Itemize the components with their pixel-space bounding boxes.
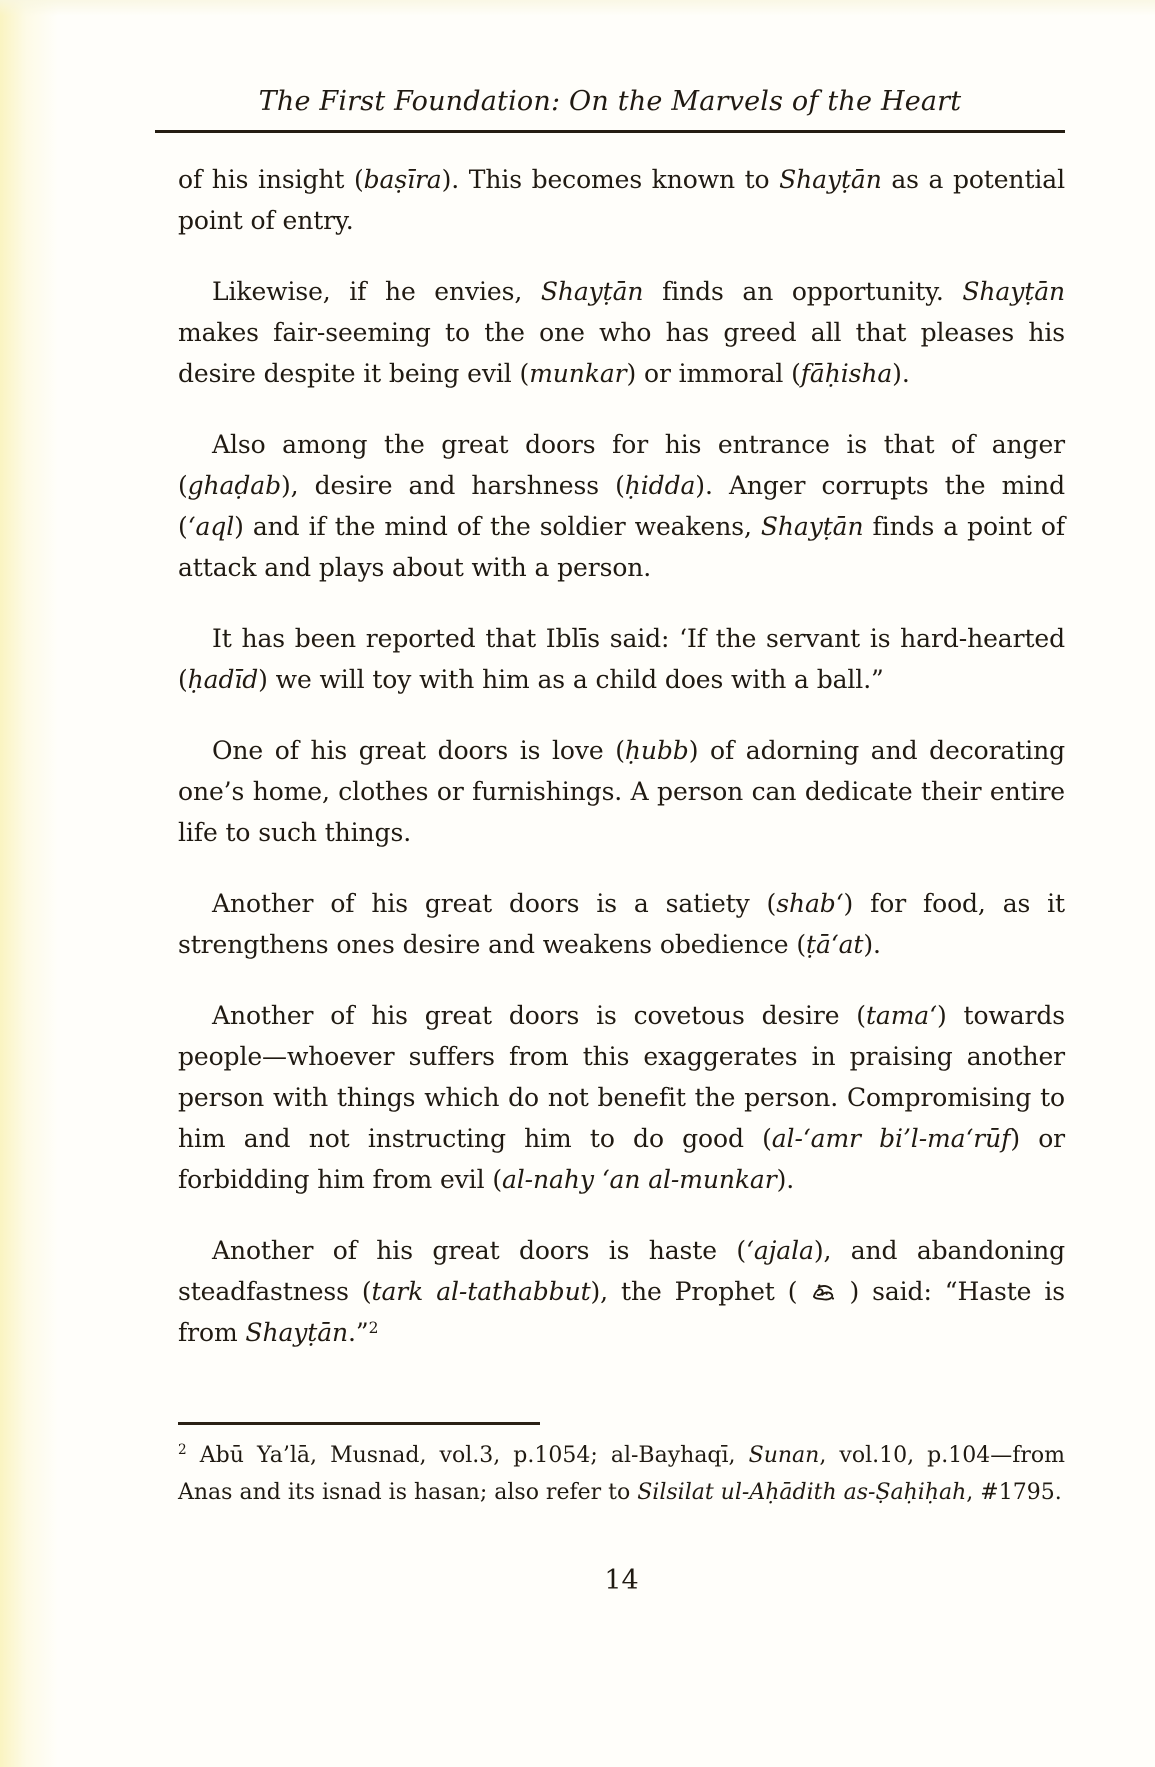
paragraph: Another of his great doors is haste (‘ajala), and abandoning steadfastness (tark al-tathabbut), the Prophet ( ) said: “Haste is from Shayṭān.”$^2$ — [178, 1236, 1065, 1347]
paragraph: It has been reported that Iblīs said: ‘If the servant is hard-hearted (ḥadīd) we will toy with him as a child does with a ball.” — [178, 624, 1065, 694]
footnote: $^2$ Abū Ya’lā, Musnad, vol.3, p.1054; al-Bayhaqī, Sunan, vol.10, p.104—from Anas and its isnad is hasan; also refer to Silsilat ul-Aḥādith as-Ṣaḥiḥah, #1795. — [178, 1442, 1065, 1505]
paragraph: Another of his great doors is a satiety (shab‘) for food, as it strengthens ones desire and weakens obedience (ṭā‘at). — [178, 889, 1065, 959]
prophet-saw-symbol — [797, 1277, 849, 1306]
footnote-area — [178, 1422, 1065, 1511]
footnote-separator — [178, 1422, 540, 1425]
paragraph: Another of his great doors is covetous desire (tama‘) towards people—whoever suffers from this exaggerates in praising another person with things which do not benefit the person. Compromising to him and not instructing him to do good (al-‘amr bi’l-ma‘rūf) or forbidding him from evil (al-nahy ‘an al-munkar). — [178, 1001, 1066, 1194]
paragraph: Likewise, if he envies, Shayṭān finds an opportunity. Shayṭān makes fair-seeming to the one who has greed all that pleases his desire despite it being evil (munkar) or immoral (fāḥisha). — [178, 277, 1065, 388]
paragraph: of his insight (baṣīra). This becomes known to Shayṭān as a potential point of entry. — [178, 165, 1065, 235]
chapter-title: The First Foundation: On the Marvels of the Heart — [258, 86, 962, 117]
paragraph: One of his great doors is love (ḥubb) of adorning and decorating one’s home, clothes or furnishings. A person can dedicate their entire life to such things. — [178, 736, 1065, 847]
header-rule — [155, 130, 1065, 133]
page-number: 14 — [604, 1565, 639, 1596]
paragraph: Also among the great doors for his entrance is that of anger (ghaḍab), desire and harshness (ḥidda). Anger corrupts the mind (‘aql) and if the mind of the soldier weakens, Shayṭān finds a point of attack and plays about with a person. — [178, 430, 1065, 582]
body-text — [178, 159, 1065, 1353]
running-header — [155, 86, 1065, 133]
